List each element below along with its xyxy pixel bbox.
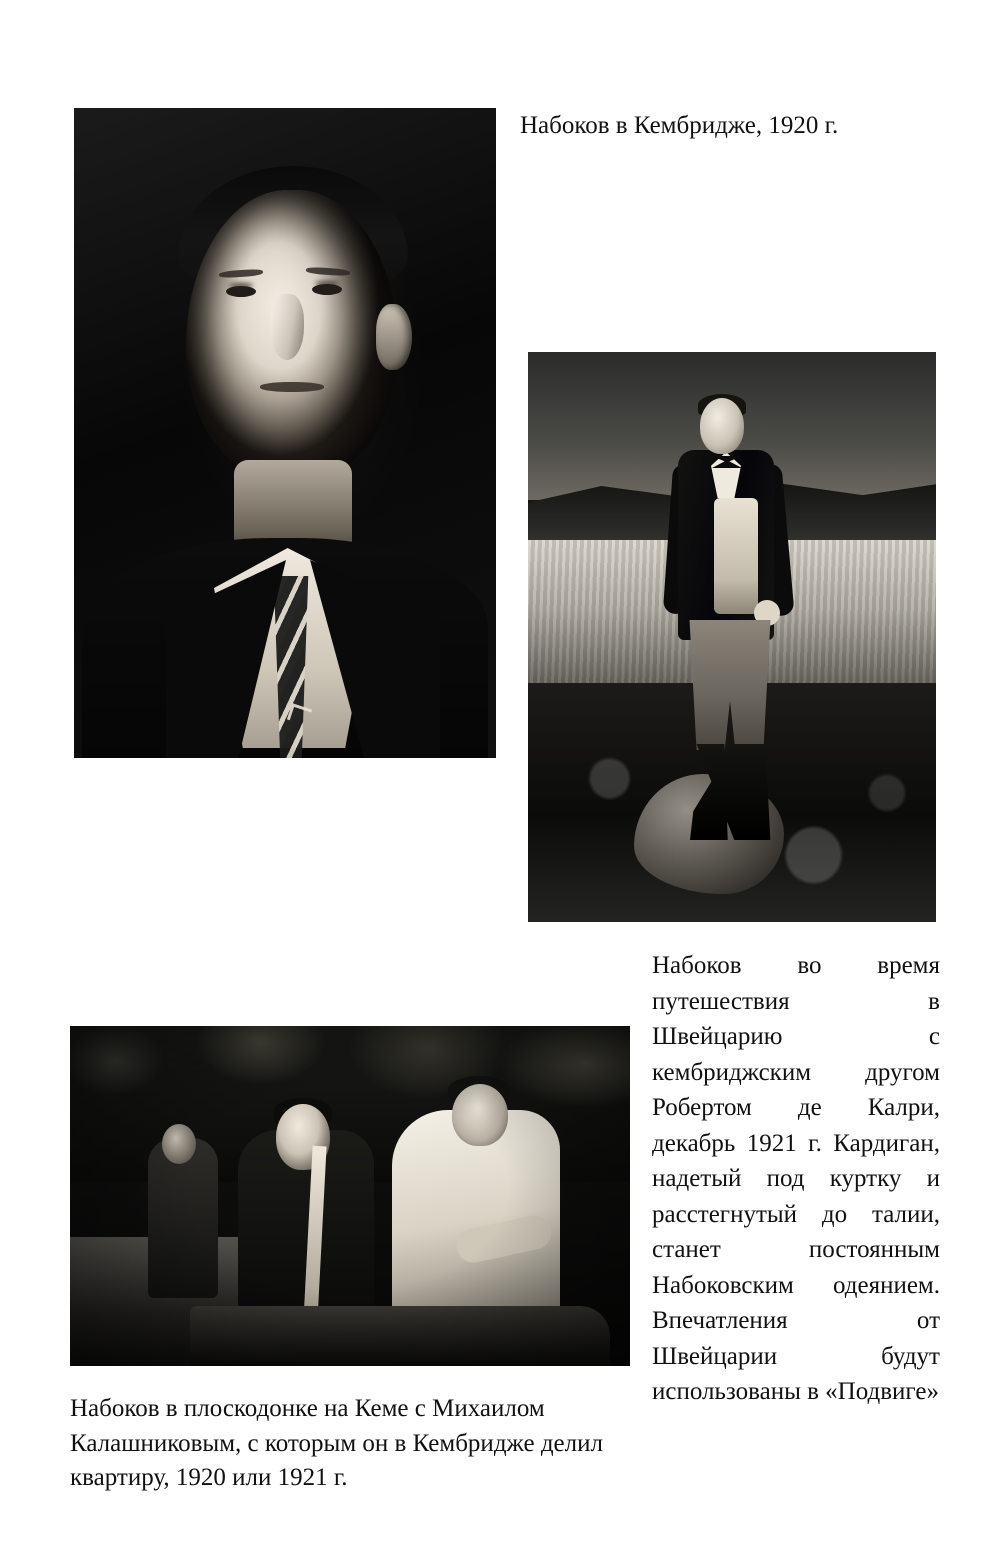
portrait-ear	[376, 304, 412, 370]
portrait-photo	[74, 108, 496, 758]
punt-vignette	[70, 1026, 630, 1366]
portrait-mouth	[260, 382, 324, 392]
portrait-eye-right	[312, 284, 342, 295]
portrait-eye-left	[226, 286, 256, 297]
punt-photo	[70, 1026, 630, 1366]
standing-photo	[528, 352, 936, 922]
standing-face	[700, 398, 744, 454]
standing-cardigan	[714, 498, 758, 614]
caption-portrait: Набоков в Кембридже, 1920 г.	[520, 112, 839, 139]
caption-punt: Набоков в плоскодонке на Кеме с Михаилом Калашниковым, с которым он в Кембридже делил квартиру, 1920 или 1921 г.	[70, 1395, 603, 1491]
caption-switzerland-trip: Набоков во время путешествия в Швейцарию с кембриджским другом Робертом де Калри, декабрь 1921 г. Кардиган, надетый под куртку и расстегнутый до талии, станет постоянным Набоковским одеянием. Впечатления от Швейцарии будут использованы в «Подвиге»	[652, 952, 940, 1405]
portrait-nose	[270, 294, 304, 360]
